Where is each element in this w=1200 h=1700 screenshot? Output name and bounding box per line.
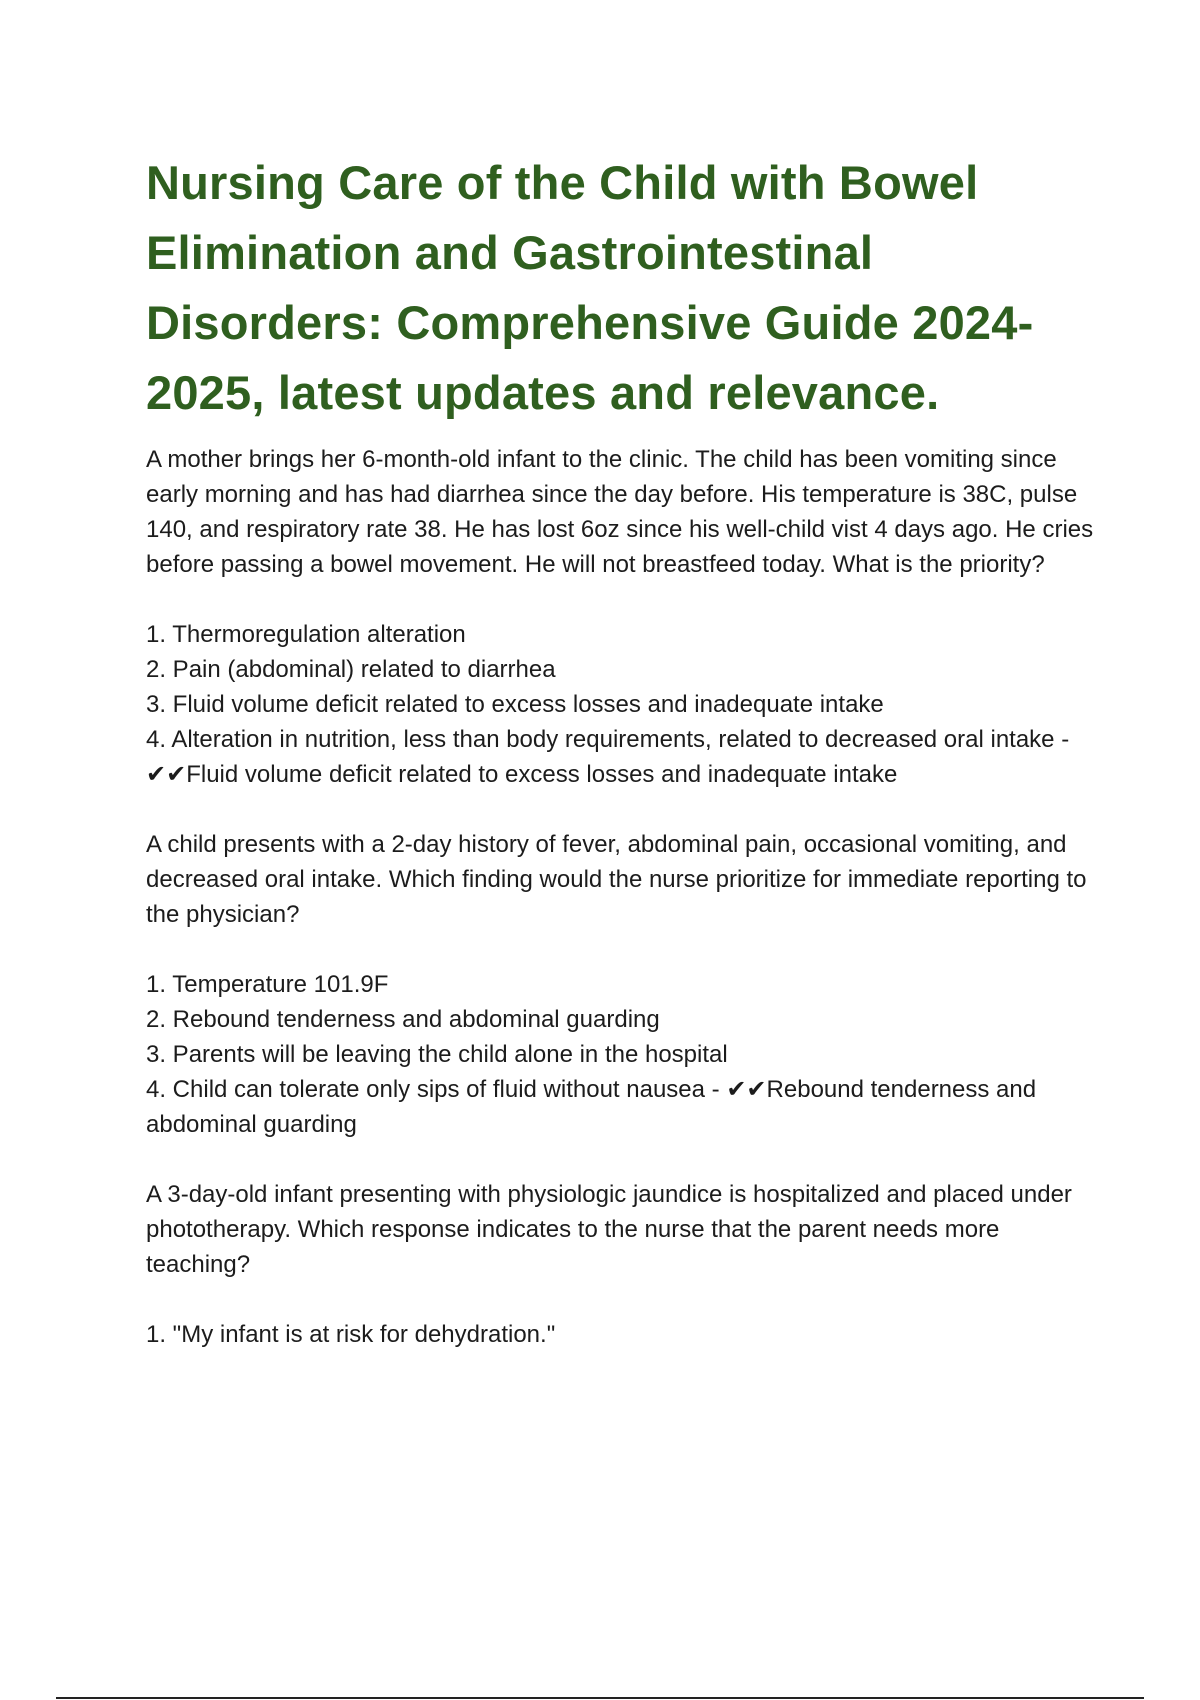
option-item: 1. "My infant is at risk for dehydration." [146, 1321, 556, 1348]
page-bottom-divider [56, 1697, 1144, 1699]
question-stem-1: A mother brings her 6-month-old infant to the clinic. The child has been vomiting since early morning and has had diarrhea since the day before. His temperature is 38C, pulse 140, and respiratory rate 38. He has lost 6oz since his well-child vist 4 days ago. He cries before passing a bowel movement. He will not breastfeed today. What is the priority? [146, 446, 1094, 578]
question-block-3 [146, 1177, 1094, 1352]
question-stem-2: A child presents with a 2-day history of fever, abdominal pain, occasional vomiting, and decreased oral intake. Which finding would the nurse prioritize for immediate reporting to the physician? [146, 831, 1087, 928]
question-options-3 [146, 1317, 1094, 1352]
question-block-1 [146, 442, 1094, 792]
question-options-1 [146, 617, 1094, 792]
document-title: Nursing Care of the Child with Bowel Elimination and Gastrointestinal Disorders: Comprehensive Guide 2024-2025, latest updates and relevance. [146, 156, 1034, 419]
option-item-with-answer: 4. Child can tolerate only sips of fluid without nausea - ✔✔Rebound tenderness and abdominal guarding [146, 1076, 1037, 1138]
question-block-2 [146, 827, 1094, 1142]
option-item: 1. Thermoregulation alteration [146, 621, 466, 648]
option-item-with-answer: 4. Alteration in nutrition, less than body requirements, related to decreased oral intake - ✔✔Fluid volume deficit related to excess losses and inadequate intake [146, 726, 1070, 788]
option-item: 3. Fluid volume deficit related to excess losses and inadequate intake [146, 691, 884, 718]
option-item: 3. Parents will be leaving the child alone in the hospital [146, 1041, 728, 1068]
option-item: 2. Rebound tenderness and abdominal guarding [146, 1006, 660, 1033]
document-content [146, 148, 1094, 1352]
question-stem-3: A 3-day-old infant presenting with physiologic jaundice is hospitalized and placed under phototherapy. Which response indicates to the nurse that the parent needs more teaching? [146, 1181, 1072, 1278]
option-item: 1. Temperature 101.9F [146, 971, 389, 998]
question-options-2 [146, 967, 1094, 1142]
option-item: 2. Pain (abdominal) related to diarrhea [146, 656, 556, 683]
